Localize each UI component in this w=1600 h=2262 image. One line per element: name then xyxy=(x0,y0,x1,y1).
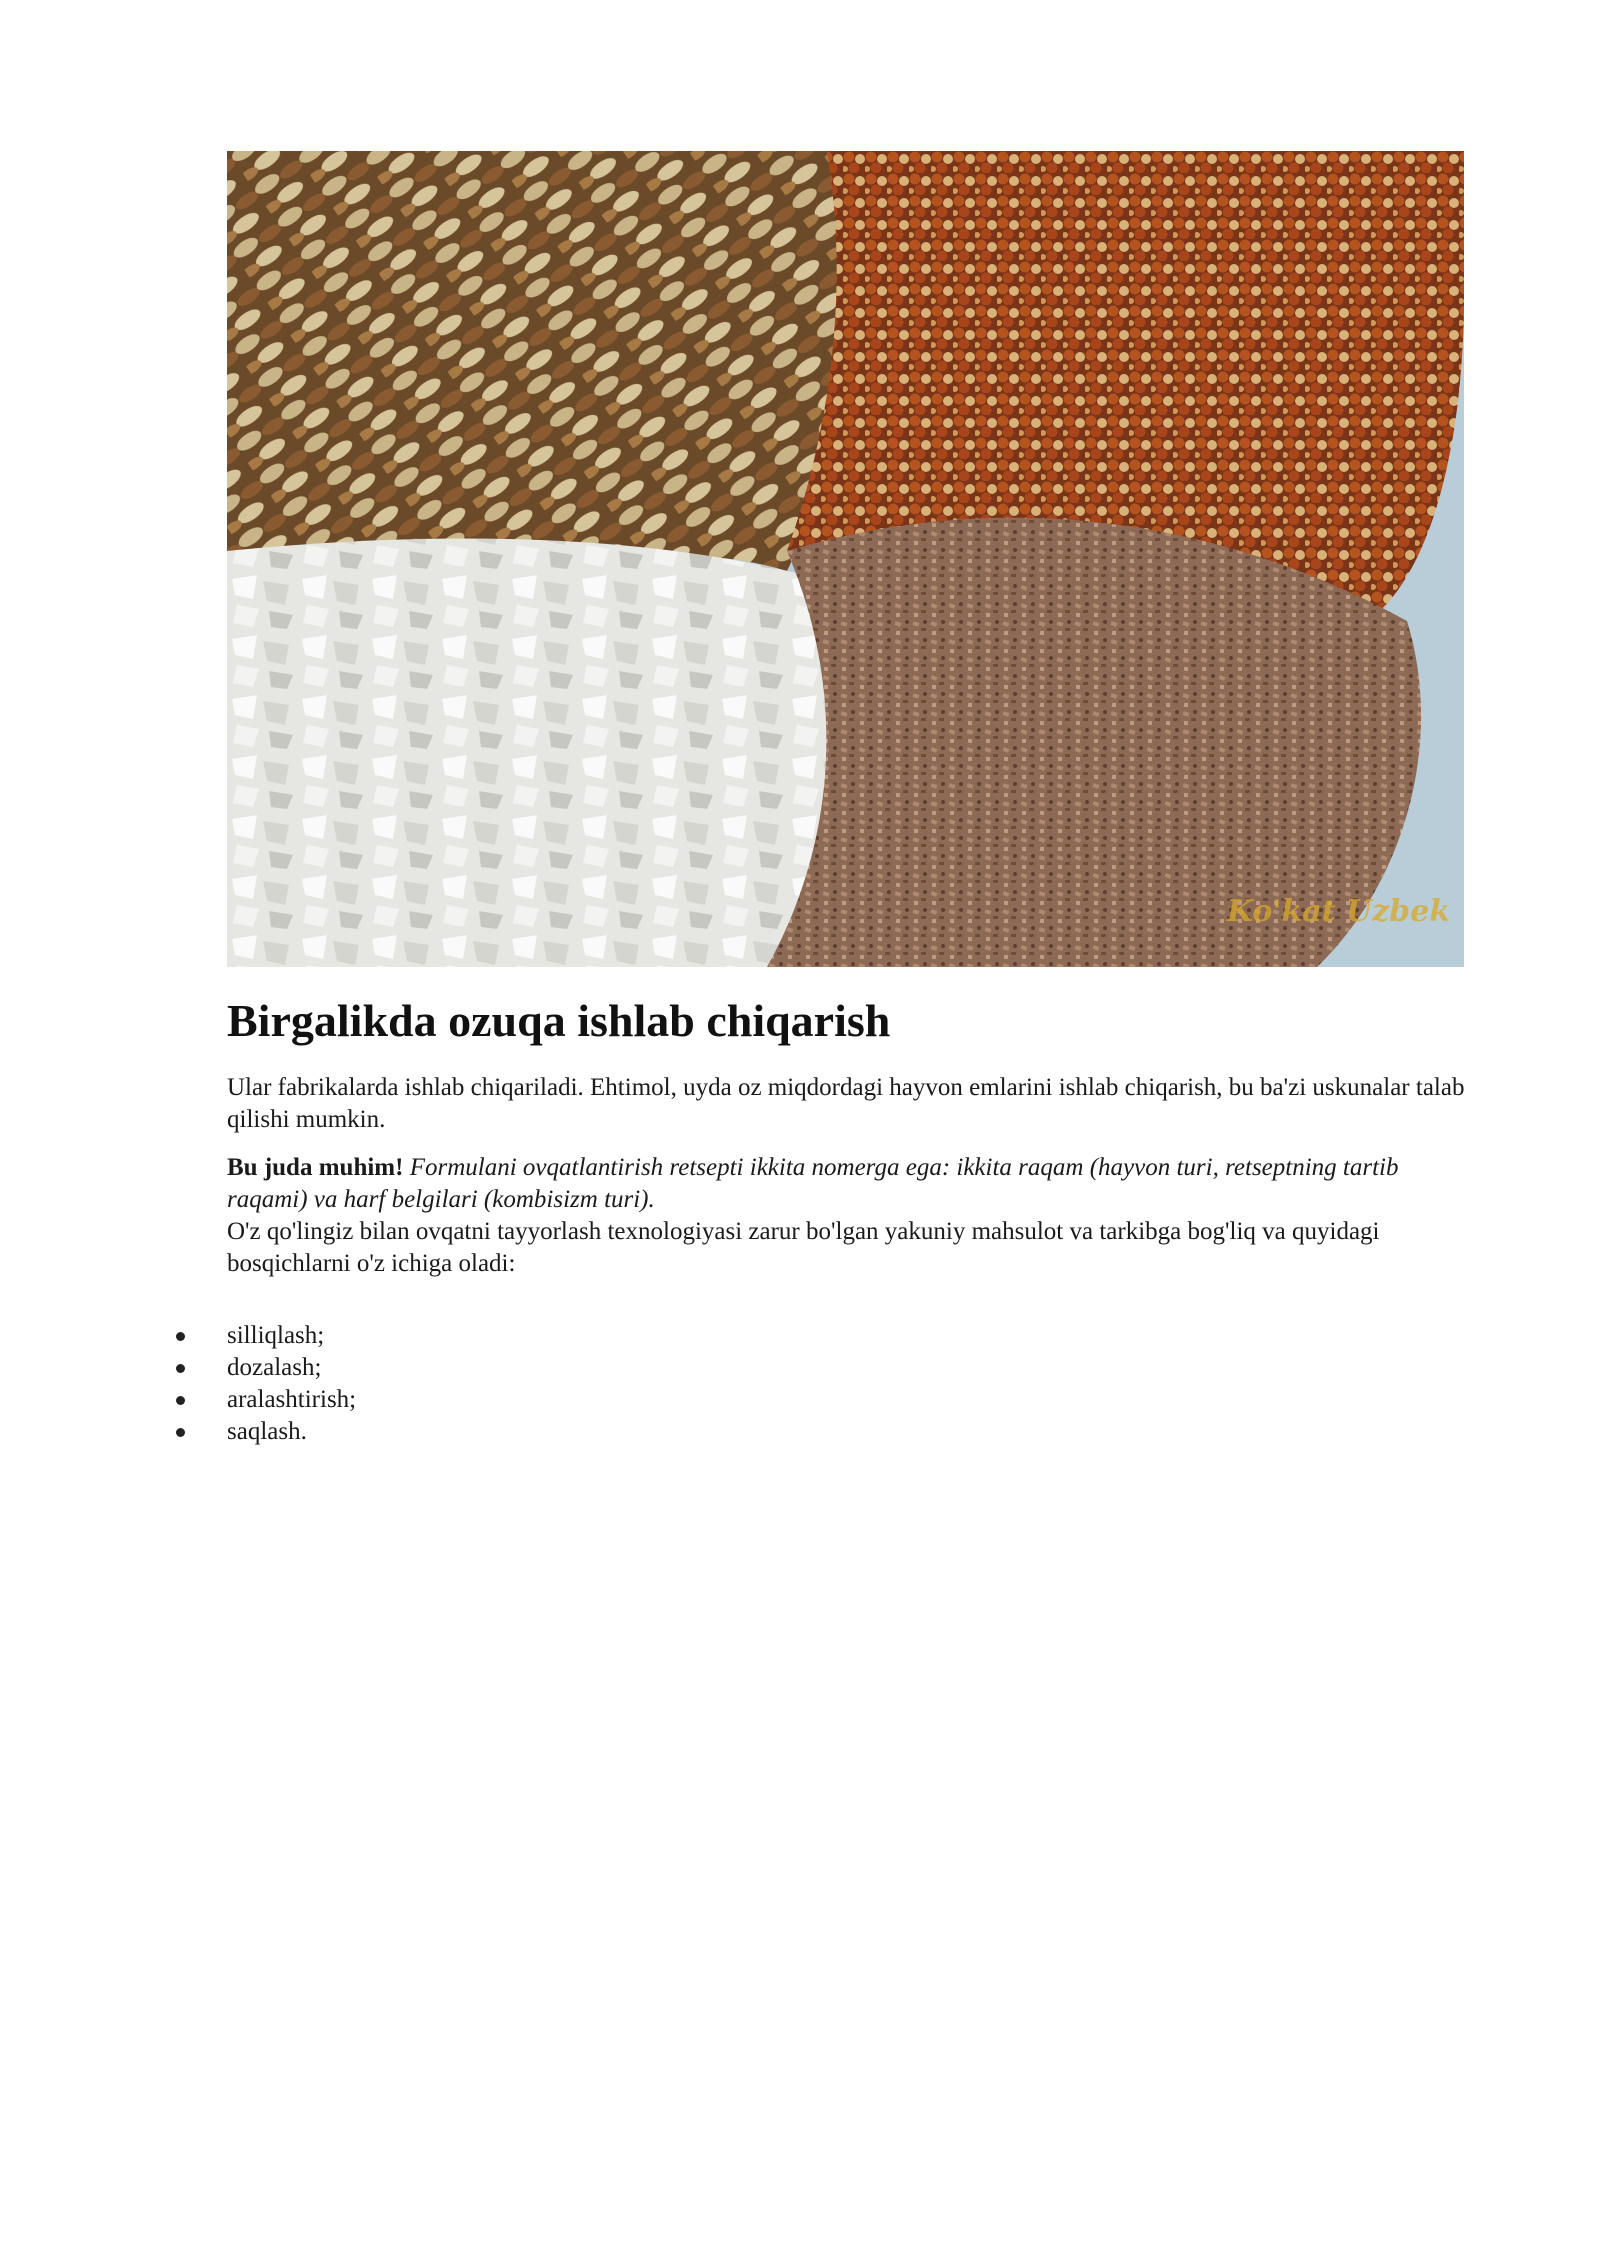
grain-photo-illustration xyxy=(227,151,1464,967)
bullet-icon xyxy=(176,1364,185,1373)
list-item xyxy=(227,1416,1467,1448)
photo-watermark: Ko'kat Uzbek xyxy=(1226,894,1450,929)
intro-paragraph: Ular fabrikalarda ishlab chiqariladi. Ehtimol, uyda oz miqdordagi hayvon emlarini ishlab chiqarish, bu ba'zi uskunalar talab qilishi mumkin. xyxy=(227,1074,1465,1133)
grain-photo xyxy=(227,151,1464,967)
step-label: dozalash; xyxy=(227,1354,322,1381)
list-item xyxy=(227,1320,1467,1352)
important-label: Bu juda muhim! xyxy=(227,1154,404,1181)
step-label: saqlash. xyxy=(227,1418,307,1445)
article-title: Birgalikda ozuqa ishlab chiqarish xyxy=(227,995,891,1046)
list-item xyxy=(227,1384,1467,1416)
bullet-icon xyxy=(176,1428,185,1437)
important-text: Formulani ovqatlantirish retsepti ikkita nomerga ega: ikkita raqam (hayvon turi, retseptning tartib raqami) va harf belgilari (kombisizm turi). xyxy=(227,1154,1399,1213)
step-label: silliqlash; xyxy=(227,1322,325,1349)
steps-list xyxy=(227,1320,1467,1448)
article xyxy=(227,990,1467,1448)
important-paragraph xyxy=(227,1152,1467,1216)
list-item xyxy=(227,1352,1467,1384)
bullet-icon xyxy=(176,1396,185,1405)
technology-paragraph: O'z qo'lingiz bilan ovqatni tayyorlash texnologiyasi zarur bo'lgan yakuniy mahsulot va tarkibga bog'liq va quyidagi bosqichlarni o'z ichiga oladi: xyxy=(227,1218,1380,1277)
step-label: aralashtirish; xyxy=(227,1386,357,1413)
bullet-icon xyxy=(176,1332,185,1341)
